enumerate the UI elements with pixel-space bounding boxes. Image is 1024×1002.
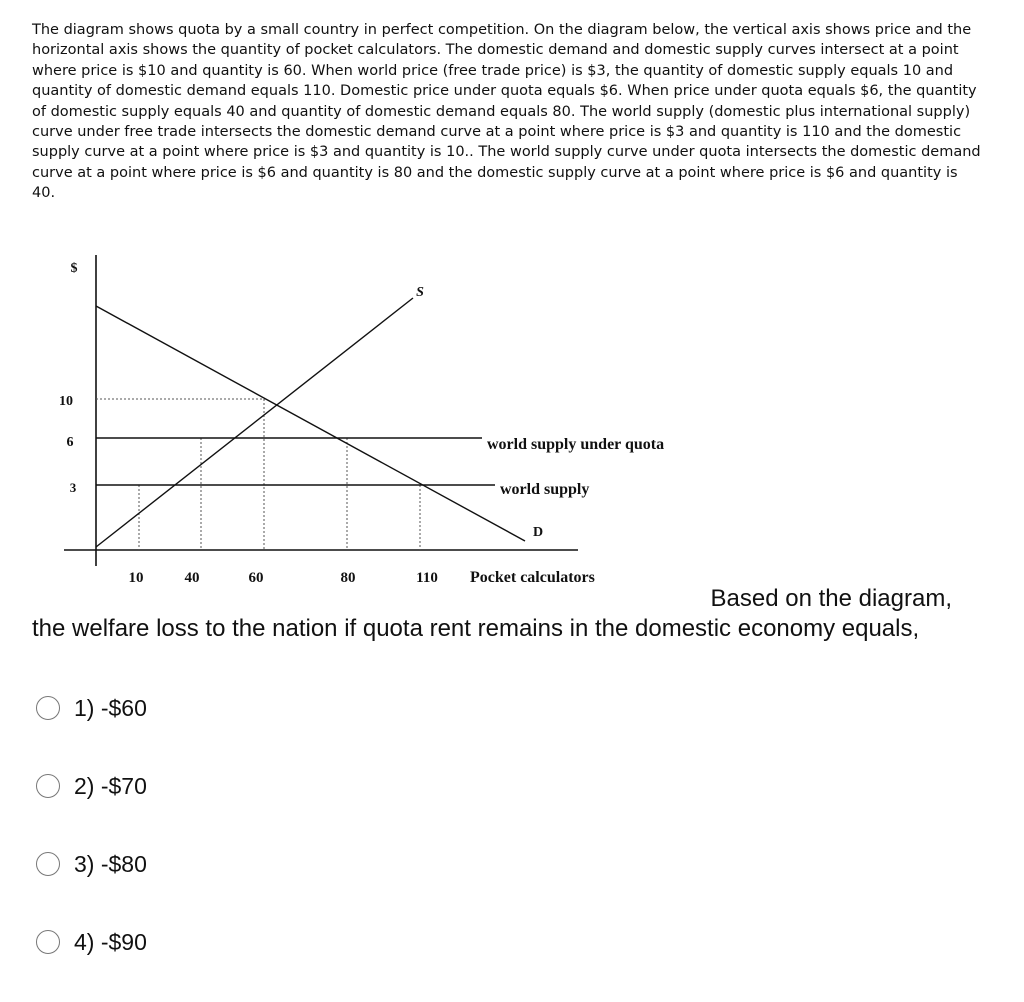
y-tick-10: 10 [59,394,73,409]
supply-label: S [416,285,424,300]
x-tick-60: 60 [248,570,264,586]
quota-line-label: world supply under quota [487,436,665,453]
option-3[interactable] [36,846,436,882]
world-line-label: world supply [500,481,590,498]
option-label: 2) -$70 [74,772,147,799]
option-label: 1) -$60 [74,694,147,721]
radio-button[interactable] [36,696,60,720]
option-1[interactable] [36,690,436,726]
question-intro: The diagram shows quota by a small country in perfect competition. On the diagram below, the vertical axis shows price and the horizontal axis shows the quantity of pocket calculators. The domestic demand and domestic supply curves intersect at a point where price is $10 and quantity is 60. When world price (free trade price) is $3, the quantity of domestic supply equals 10 and quantity of domestic demand equals 110. Domestic price under quota equals $6. When price under quota equals $6, the quantity of domestic supply equals 40 and quantity of domestic demand equals 80. The world supply (domestic plus international supply) curve under free trade intersects the domestic demand curve at a point where price is $3 and quantity is 110 and the domestic supply curve at a point where price is $3 and quantity is 10.. The world supply curve under quota intersects the domestic demand curve at a point where price is $6 and quantity is 80 and the domestic supply curve at a point where price is $6 and quantity is 40. [32,22,981,202]
supply-curve [96,298,413,547]
x-tick-110: 110 [416,570,438,586]
demand-curve [96,306,525,541]
demand-label: D [532,525,544,540]
question-prompt-line2: the welfare loss to the nation if quota rent remains in the domestic economy equals, [32,615,920,642]
x-tick-10: 10 [128,570,144,586]
y-tick-3: 3 [69,480,77,495]
x-tick-80: 80 [340,570,356,586]
option-2[interactable] [36,768,436,804]
option-label: 3) -$80 [74,850,147,877]
x-axis-label: Pocket calculators [470,569,595,586]
option-4[interactable] [36,924,436,960]
y-tick-6: 6 [66,435,74,450]
question-prompt-line1: Based on the diagram, [710,585,952,612]
radio-button[interactable] [36,774,60,798]
radio-button[interactable] [36,930,60,954]
y-axis-label: $ [70,261,78,276]
radio-button[interactable] [36,852,60,876]
answer-options [36,690,436,1002]
option-label: 4) -$90 [74,928,147,955]
x-tick-40: 40 [184,570,200,586]
